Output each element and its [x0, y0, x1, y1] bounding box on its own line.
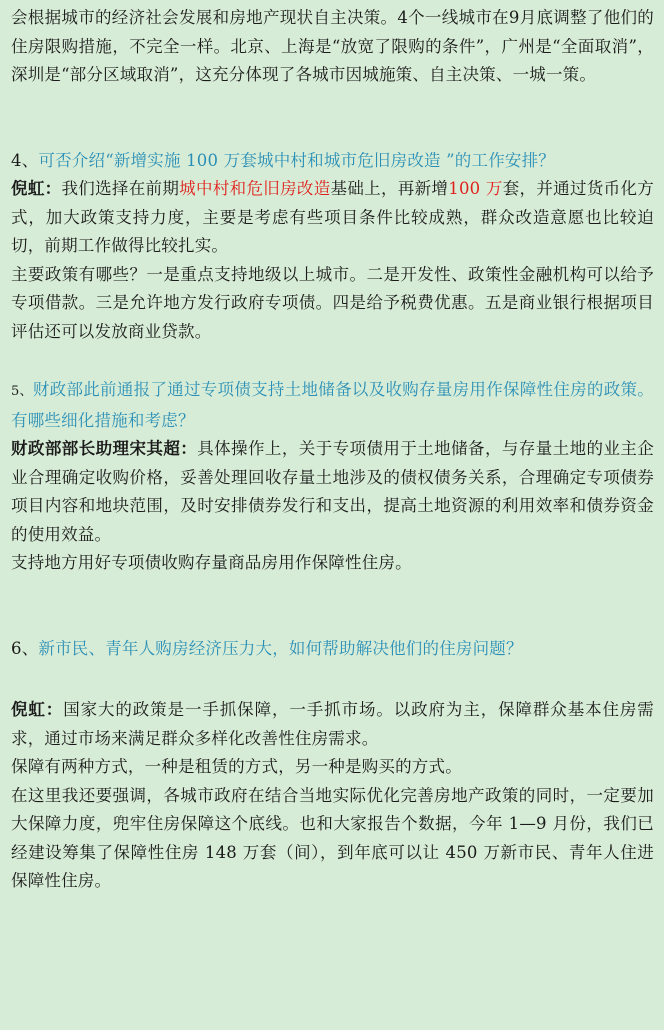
section-6-emphasis: 在这里我还要强调，各城市政府在结合当地实际优化完善房地产政策的同时，一定要加大保障力度，兜牢住房保障这个底线。也和大家报告个数据，今年 1—9 月份，我们已经建设筹集了保障性住房 148 万套（间），到年底可以让 450 万新市民、青年人住进保障性住房。 — [11, 785, 654, 890]
section-6-answer — [11, 696, 654, 753]
speaker-label: 财政部部长助理宋其超： — [11, 439, 198, 458]
section-4-policy: 主要政策有哪些？一是重点支持地级以上城市。二是开发性、政策性金融机构可以给予专项借款。三是允许地方发行政府专项债。四是给予税费优惠。五是商业银行根据项目评估还可以发放商业贷款。 — [11, 264, 654, 341]
answer-text: 我们选择在前期 — [61, 179, 180, 198]
section-5-number: 5、 — [11, 384, 33, 399]
section-4-answer — [11, 175, 654, 261]
highlight-text: 城中村和危旧房改造 — [179, 179, 331, 198]
answer-text: 国家大的政策是一手抓保障，一手抓市场。以政府为主，保障群众基本住房需求，通过市场来满足群众多样化改善性住房需求。 — [11, 700, 654, 748]
section-5-question — [11, 376, 654, 435]
answer-text: 基础上，再新增 — [330, 179, 449, 198]
speaker-label: 倪虹： — [11, 179, 62, 198]
spacer — [11, 90, 654, 147]
answer-text: 具体操作上，关于专项债用于土地储备，与存量土地的业主企业合理确定收购价格，妥善处理回收存量土地涉及的债权债务关系，合理确定专项债券项目内容和地块范围，及时安排债券发行和支出，提高土地资源的利用效率和债券资金的使用效益。 — [11, 439, 654, 544]
section-5-question-text: 财政部此前通报了通过专项债支持土地储备以及收购存量房用作保障性住房的政策。有哪些细化措施和考虑？ — [11, 380, 655, 430]
intro-paragraph: 会根据城市的经济社会发展和房地产现状自主决策。4个一线城市在9月底调整了他们的住房限购措施，不完全一样。北京、上海是“放宽了限购的条件”，广州是“全面取消”，深圳是“部分区域取消”，这充分体现了各城市因城施策、自主决策、一城一策。 — [11, 8, 654, 84]
section-6-ways: 保障有两种方式，一种是租赁的方式，另一种是购买的方式。 — [11, 757, 462, 776]
spacer — [11, 346, 654, 376]
section-4-number: 4、 — [11, 150, 39, 170]
section-4-question-text: 可否介绍“新增实施 100 万套城中村和城市危旧房改造 ”的工作安排？ — [38, 150, 556, 170]
answer-text: 套，并通过货币化方式，加大政策支持力度，主要是考虑有些项目条件比较成熟，群众改造意愿也比较迫切，前期工作做得比较扎实。 — [11, 179, 654, 255]
speaker-label: 倪虹： — [11, 700, 64, 719]
spacer — [11, 663, 654, 696]
section-6-question — [11, 635, 654, 664]
section-6-number: 6、 — [11, 638, 39, 658]
spacer — [11, 578, 654, 635]
section-4-question — [11, 147, 654, 176]
section-6-question-text: 新市民、青年人购房经济压力大，如何帮助解决他们的住房问题？ — [38, 638, 523, 658]
section-5-extra: 支持地方用好专项债收购存量商品房用作保障性住房。 — [11, 553, 412, 572]
section-5-answer — [11, 435, 654, 549]
highlight-number: 100 万 — [448, 179, 503, 198]
